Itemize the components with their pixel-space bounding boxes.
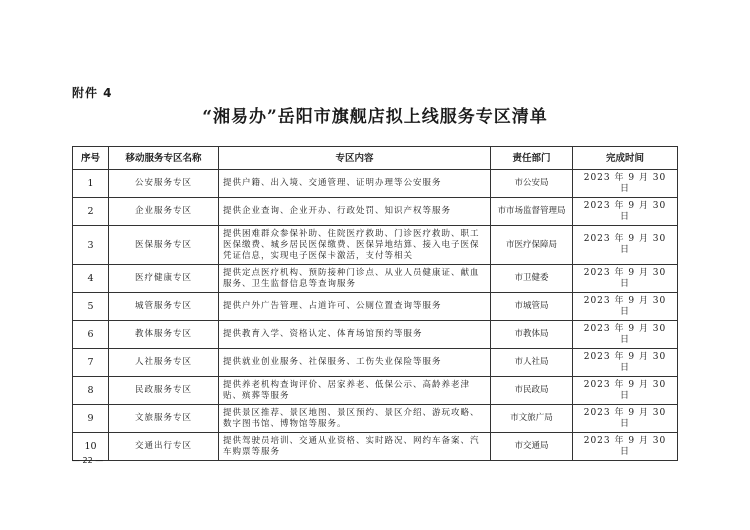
header-zone-name: 移动服务专区名称 [109, 147, 219, 170]
cell-completion-time: 2023 年 9 月 30 日 [573, 293, 678, 321]
cell-zone-name: 企业服务专区 [109, 198, 219, 226]
cell-zone-name: 公安服务专区 [109, 170, 219, 198]
table-row [73, 377, 678, 405]
cell-zone-content: 提供户外广告管理、占道许可、公厕位置查询等服务 [219, 293, 491, 321]
header-zone-content: 专区内容 [219, 147, 491, 170]
cell-department: 市公安局 [491, 170, 573, 198]
cell-department: 市交通局 [491, 433, 573, 461]
cell-no: 9 [73, 405, 109, 433]
cell-zone-name: 人社服务专区 [109, 349, 219, 377]
cell-zone-name: 教体服务专区 [109, 321, 219, 349]
cell-no: 7 [73, 349, 109, 377]
cell-zone-content: 提供户籍、出入境、交通管理、证明办理等公安服务 [219, 170, 491, 198]
cell-no: 1 [73, 170, 109, 198]
header-no: 序号 [73, 147, 109, 170]
table-row [73, 321, 678, 349]
service-zone-table [72, 146, 678, 461]
cell-completion-time: 2023 年 9 月 30 日 [573, 265, 678, 293]
cell-zone-name: 医保服务专区 [109, 226, 219, 265]
header-department: 责任部门 [491, 147, 573, 170]
cell-completion-time: 2023 年 9 月 30 日 [573, 377, 678, 405]
header-completion-time: 完成时间 [573, 147, 678, 170]
cell-department: 市城管局 [491, 293, 573, 321]
cell-completion-time: 2023 年 9 月 30 日 [573, 433, 678, 461]
table-row [73, 265, 678, 293]
cell-no: 6 [73, 321, 109, 349]
table-row [73, 226, 678, 265]
cell-completion-time: 2023 年 9 月 30 日 [573, 226, 678, 265]
cell-no: 8 [73, 377, 109, 405]
table-row [73, 170, 678, 198]
cell-zone-name: 文旅服务专区 [109, 405, 219, 433]
cell-no: 10 [73, 433, 109, 461]
table-header-row [73, 147, 678, 170]
cell-zone-name: 民政服务专区 [109, 377, 219, 405]
cell-no: 4 [73, 265, 109, 293]
cell-zone-name: 医疗健康专区 [109, 265, 219, 293]
cell-completion-time: 2023 年 9 月 30 日 [573, 321, 678, 349]
cell-zone-content: 提供养老机构查询评价、居家养老、低保公示、高龄养老津贴、殡葬等服务 [219, 377, 491, 405]
table-row [73, 198, 678, 226]
table-row [73, 433, 678, 461]
cell-department: 市医疗保障局 [491, 226, 573, 265]
cell-zone-name: 城管服务专区 [109, 293, 219, 321]
cell-zone-content: 提供困难群众参保补助、住院医疗救助、门诊医疗救助、职工医保缴费、城乡居民医保缴费、医保异地结算、接入电子医保凭证信息，实现电子医保卡激活，支付等相关 [219, 226, 491, 265]
table-row [73, 349, 678, 377]
cell-zone-content: 提供驾驶员培训、交通从业资格、实时路况、网约车备案、汽车购票等服务 [219, 433, 491, 461]
cell-zone-content: 提供就业创业服务、社保服务、工伤失业保险等服务 [219, 349, 491, 377]
cell-completion-time: 2023 年 9 月 30 日 [573, 170, 678, 198]
cell-department: 市教体局 [491, 321, 573, 349]
cell-department: 市卫健委 [491, 265, 573, 293]
cell-zone-content: 提供定点医疗机构、预防接种门诊点、从业人员健康证、献血服务、卫生监督信息等查询服务 [219, 265, 491, 293]
cell-completion-time: 2023 年 9 月 30 日 [573, 198, 678, 226]
table-row [73, 293, 678, 321]
cell-zone-content: 提供教育入学、资格认定、体育场馆预约等服务 [219, 321, 491, 349]
attachment-label: 附件 4 [72, 86, 113, 100]
page-number: — 22 — [72, 456, 104, 465]
cell-zone-name: 交通出行专区 [109, 433, 219, 461]
cell-completion-time: 2023 年 9 月 30 日 [573, 405, 678, 433]
cell-department: 市市场监督管理局 [491, 198, 573, 226]
cell-department: 市人社局 [491, 349, 573, 377]
cell-no: 3 [73, 226, 109, 265]
cell-department: 市文旅广局 [491, 405, 573, 433]
table-row [73, 405, 678, 433]
cell-zone-content: 提供景区推荐、景区地图、景区预约、景区介绍、游玩攻略、数字图书馆、博物馆等服务。 [219, 405, 491, 433]
document-title: “湘易办”岳阳市旗舰店拟上线服务专区清单 [202, 107, 548, 127]
cell-no: 5 [73, 293, 109, 321]
cell-zone-content: 提供企业查询、企业开办、行政处罚、知识产权等服务 [219, 198, 491, 226]
cell-department: 市民政局 [491, 377, 573, 405]
cell-no: 2 [73, 198, 109, 226]
cell-completion-time: 2023 年 9 月 30 日 [573, 349, 678, 377]
